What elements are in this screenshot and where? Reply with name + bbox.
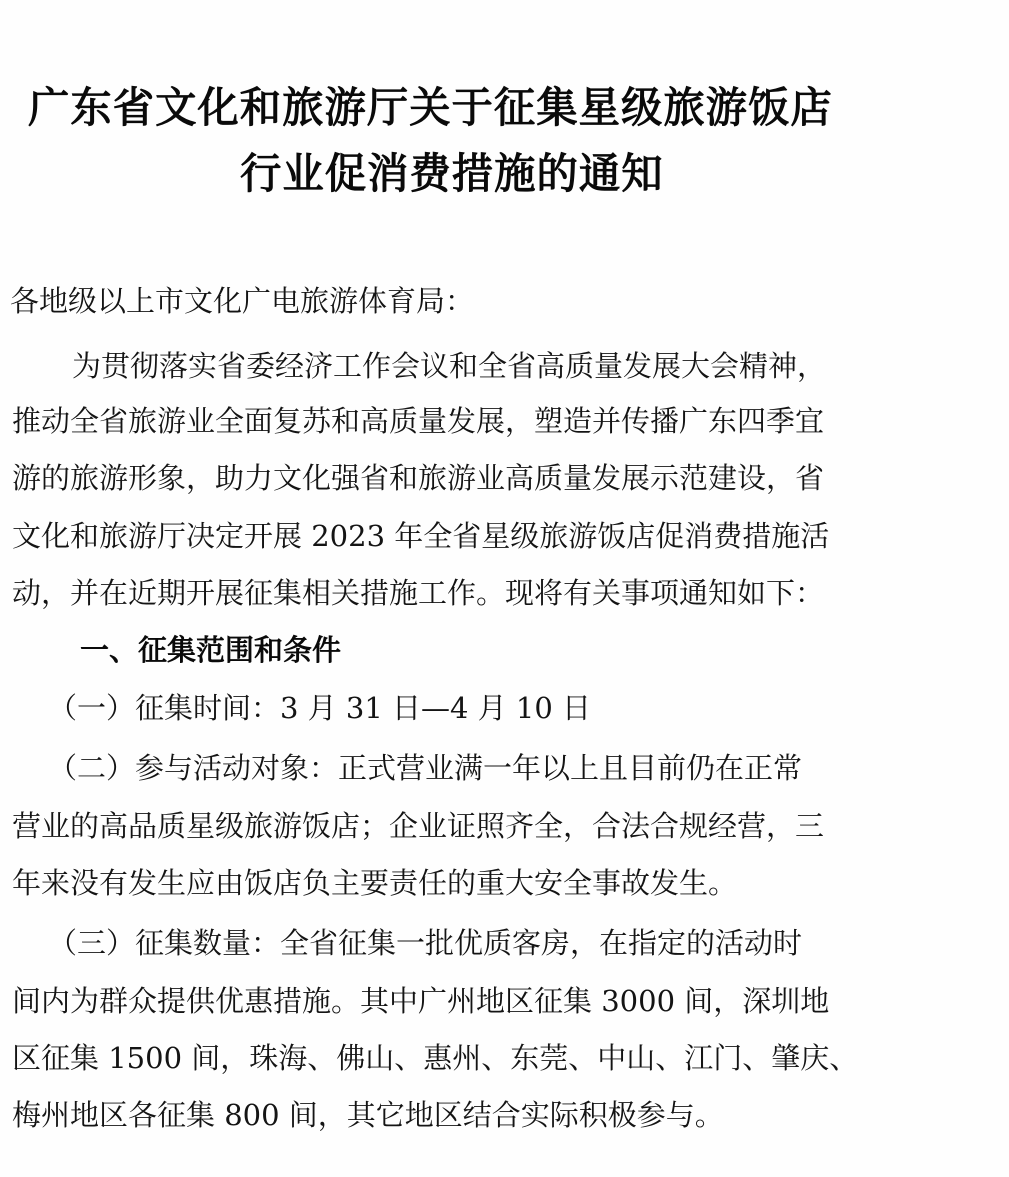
section-1-item-2-line: 营业的高品质星级旅游饭店；企业证照齐全，合法合规经营，三 [12, 809, 825, 843]
intro-paragraph-line: 游的旅游形象，助力文化强省和旅游业高质量发展示范建设，省 [12, 461, 825, 495]
section-1-heading: 一、征集范围和条件 [80, 633, 342, 667]
section-1-item-3-line: 区征集 1500 间，珠海、佛山、惠州、东莞、中山、江门、肇庆、 [12, 1041, 859, 1075]
document-title-line-2: 行业促消费措施的通知 [240, 149, 664, 198]
section-1-item-3-line: （三）征集数量：全省征集一批优质客房，在指定的活动时 [48, 926, 803, 960]
section-1-item-2-line: （二）参与活动对象：正式营业满一年以上且目前仍在正常 [48, 751, 803, 785]
section-1-item-1-line: （一）征集时间：3 月 31 日—4 月 10 日 [48, 691, 592, 725]
intro-paragraph-line: 文化和旅游厅决定开展 2023 年全省星级旅游饭店促消费措施活 [12, 519, 830, 553]
intro-paragraph-line: 为贯彻落实省委经济工作会议和全省高质量发展大会精神， [72, 349, 827, 383]
section-1-item-2-line: 年来没有发生应由饭店负主要责任的重大安全事故发生。 [12, 866, 738, 900]
document-title-line-1: 广东省文化和旅游厅关于征集星级旅游饭店 [28, 83, 833, 132]
intro-paragraph-line: 动，并在近期开展征集相关措施工作。现将有关事项通知如下： [12, 576, 825, 610]
section-1-item-3-line: 梅州地区各征集 800 间，其它地区结合实际积极参与。 [12, 1098, 724, 1132]
section-1-item-3-line: 间内为群众提供优惠措施。其中广州地区征集 3000 间，深圳地 [12, 984, 830, 1018]
salutation: 各地级以上市文化广电旅游体育局： [10, 284, 475, 318]
intro-paragraph-line: 推动全省旅游业全面复苏和高质量发展，塑造并传播广东四季宜 [12, 404, 825, 438]
